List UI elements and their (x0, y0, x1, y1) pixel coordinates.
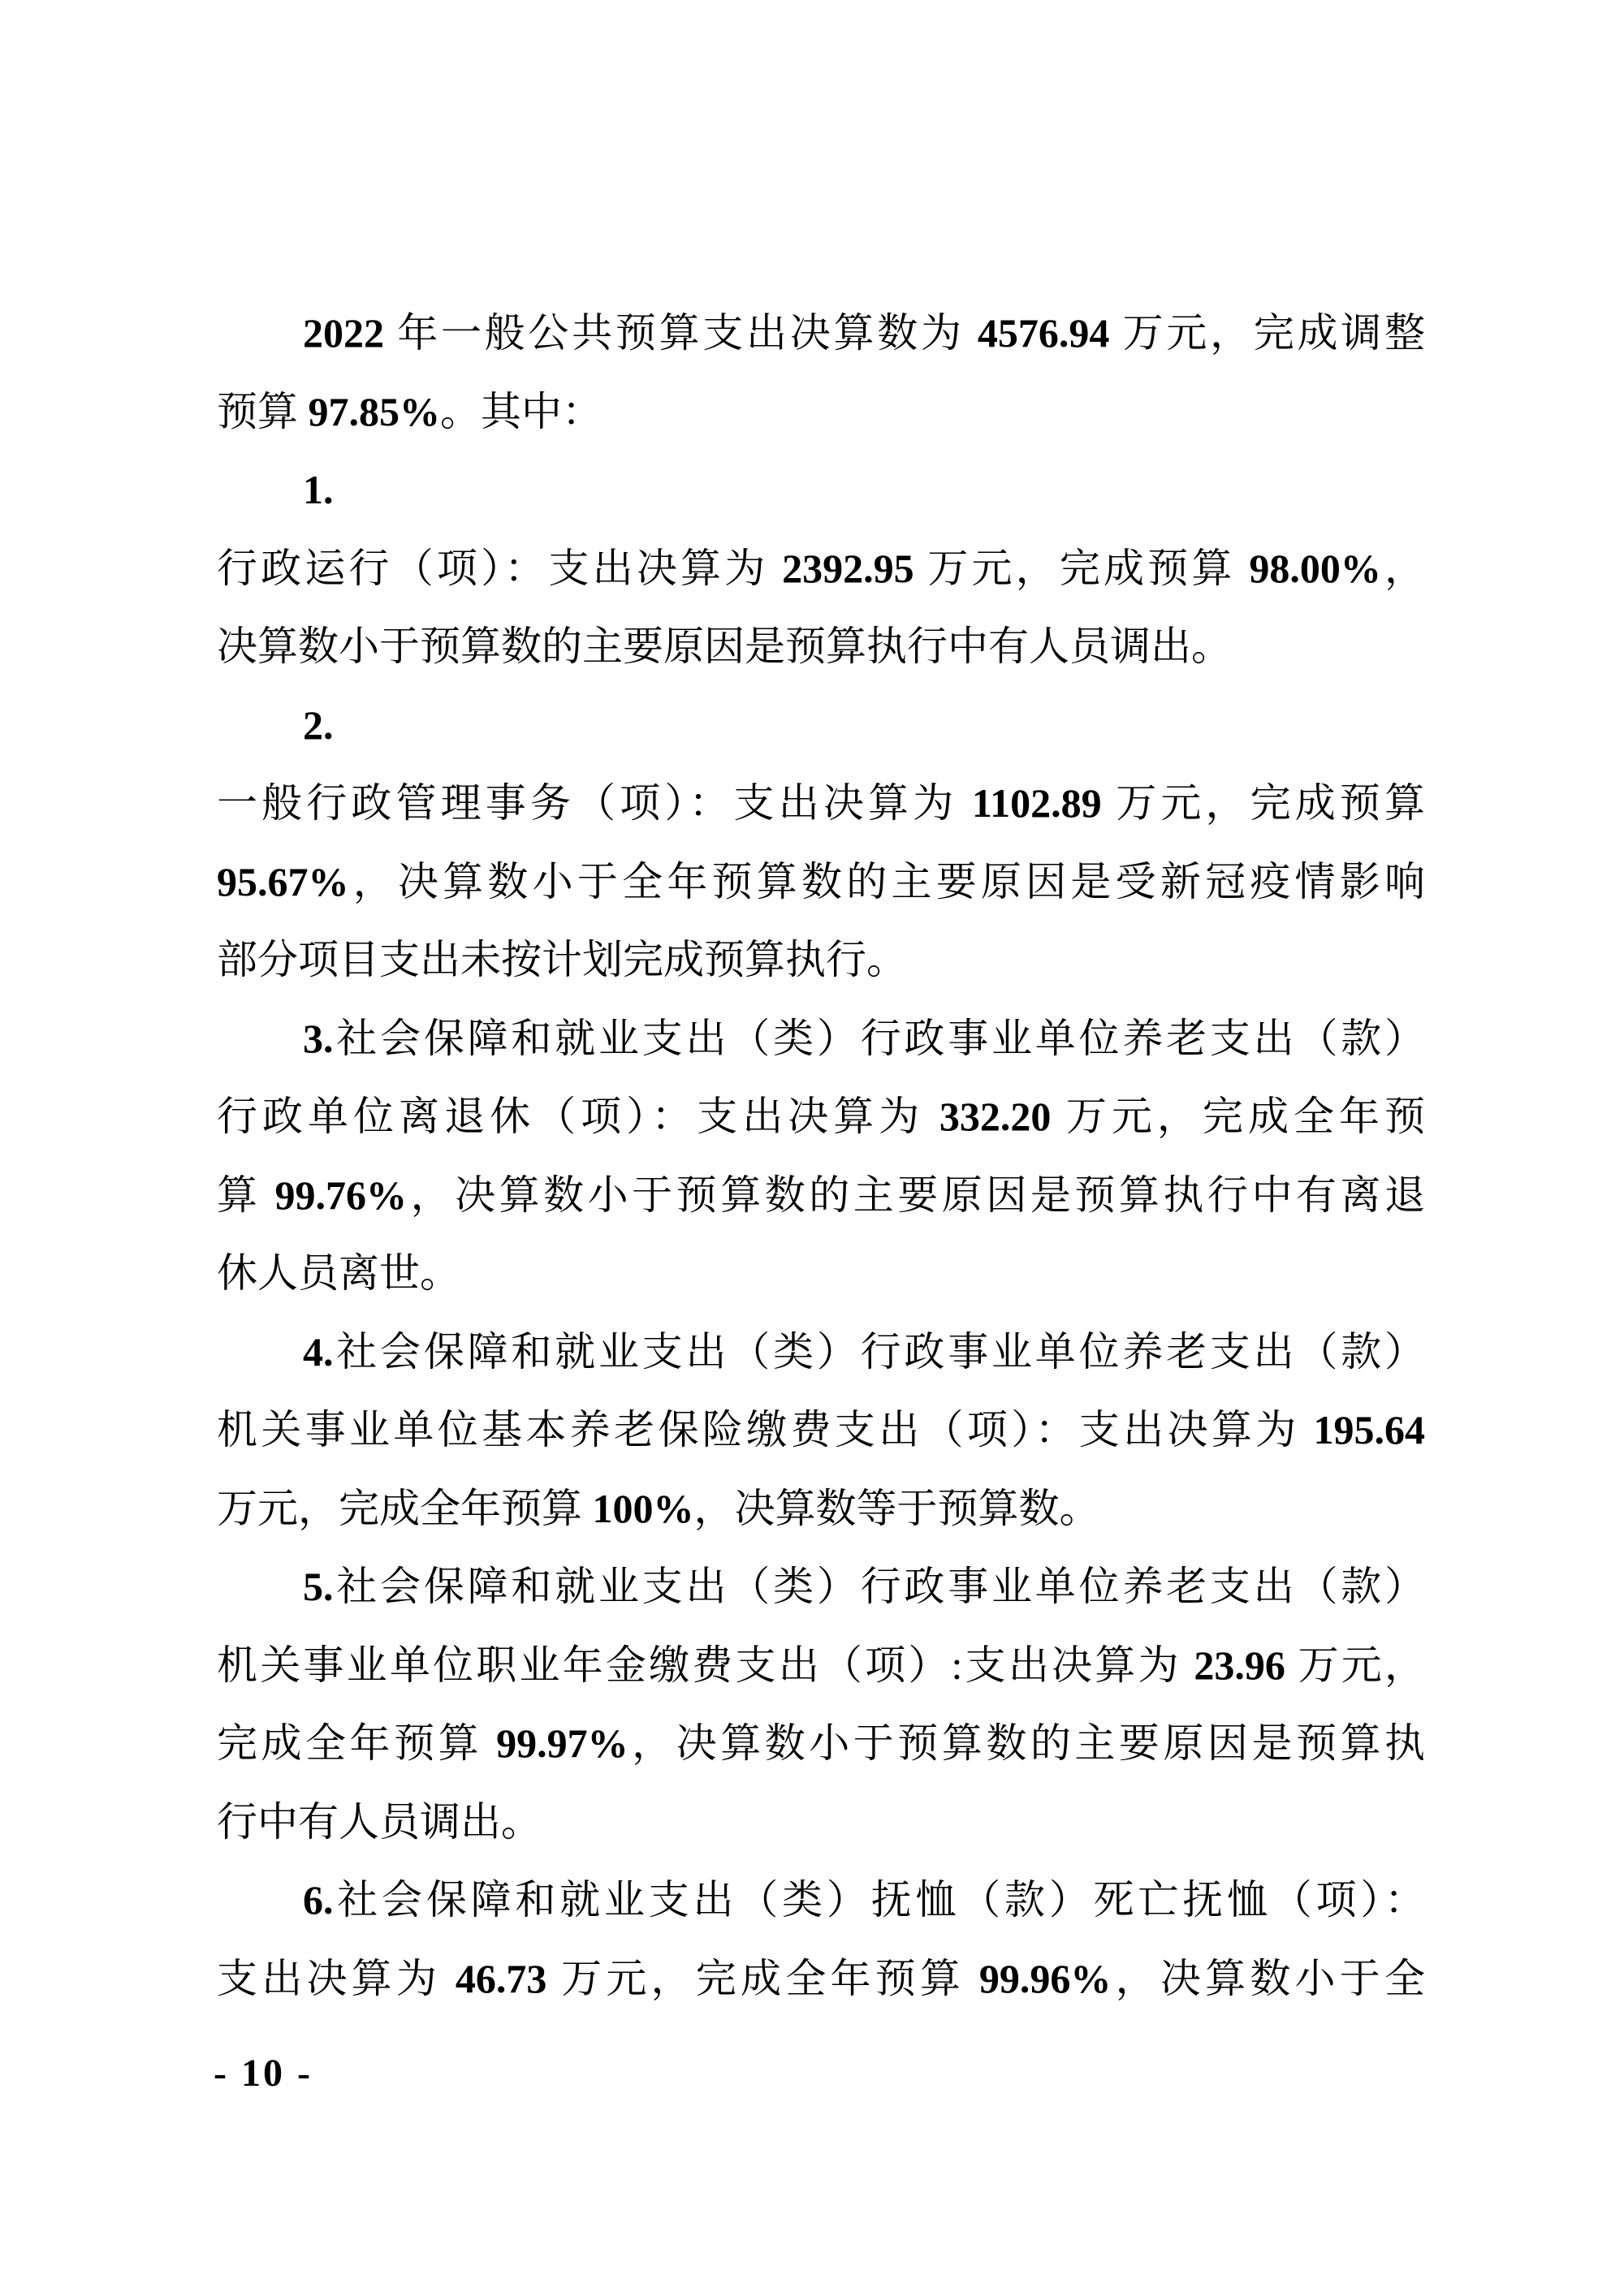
text-segment: 年一般公共预算支出决算数为 (384, 310, 978, 356)
text-segment: 社会保障和就业支出（类）抚恤（款）死亡抚恤（项）： (333, 1877, 1425, 1923)
text-line (217, 1861, 1425, 1940)
text-line (217, 1313, 1425, 1392)
text-line (217, 1704, 1425, 1783)
text-segment: 机关事业单位基本养老保险缴费支出（项）：支出决算为 (217, 1407, 1314, 1452)
text-line (217, 294, 1425, 373)
numeric-value: 95.67% (217, 858, 349, 904)
text-segment: 社会保障和就业支出（类）行政事业单位养老支出（款） (333, 1328, 1425, 1375)
text-line (217, 451, 1425, 529)
numeric-value: 6. (303, 1877, 334, 1923)
text-line (217, 1783, 1425, 1862)
numeric-value: 99.76% (274, 1172, 408, 1218)
text-segment: 万元，完成预算 (1101, 780, 1425, 826)
body-text (217, 294, 1425, 2018)
text-line (217, 1940, 1425, 2018)
numeric-value: 99.97% (496, 1720, 628, 1766)
text-segment: 行中有人员调出。 (217, 1798, 542, 1845)
text-segment: 支出决算为 (217, 1955, 456, 2001)
page-number: - 10 - (214, 2052, 313, 2095)
text-segment: 。其中： (440, 388, 603, 434)
numeric-value: 98.00% (1249, 545, 1381, 591)
text-segment: 完成全年预算 (217, 1720, 497, 1766)
text-segment: 万元，完成全年预算 (217, 1485, 593, 1531)
numeric-value: 332.20 (939, 1094, 1052, 1139)
text-segment: 万元，完成全年预 (1051, 1094, 1425, 1139)
numeric-value: 5. (303, 1564, 334, 1609)
text-segment: ，决算数小于全年预算数的主要原因是受新冠疫情影响 (348, 858, 1425, 904)
numeric-value: 97.85% (308, 388, 440, 434)
text-line (217, 686, 1425, 765)
text-line (217, 843, 1425, 921)
text-segment: 决算数小于预算数的主要原因是预算执行中有人员调出。 (217, 624, 1232, 669)
text-segment: 休人员离世。 (217, 1250, 460, 1296)
text-segment: ，决算数小于全 (1111, 1955, 1425, 2001)
text-segment: ， (1380, 545, 1425, 591)
text-segment: ，决算数小于预算数的主要原因是预算执 (628, 1720, 1425, 1766)
text-segment: 万元， (1285, 1642, 1425, 1688)
text-segment: ，决算数小于预算数的主要原因是预算执行中有离退 (407, 1172, 1425, 1218)
text-line (217, 1470, 1425, 1548)
text-line (217, 999, 1425, 1078)
text-segment: 部分项目支出未按计划完成预算执行。 (217, 937, 907, 982)
text-line (217, 764, 1425, 843)
numeric-value: 46.73 (455, 1955, 547, 2001)
text-segment: 行政运行（项）：支出决算为 (217, 545, 783, 591)
text-segment: 万元，完成预算 (914, 545, 1250, 591)
text-segment: 机关事业单位职业年金缴费支出（项）:支出决算为 (217, 1642, 1194, 1688)
text-segment: 社会保障和就业支出（类）行政事业单位养老支出（款） (333, 1564, 1425, 1609)
numeric-value: 195.64 (1313, 1407, 1425, 1452)
numeric-value: 99.96% (978, 1955, 1112, 2001)
numeric-value: 100% (592, 1485, 694, 1531)
numeric-value: 4576.94 (977, 310, 1110, 356)
text-line (217, 921, 1425, 999)
text-segment: 一般行政管理事务（项）：支出决算为 (217, 780, 972, 826)
text-segment: 算 (217, 1172, 275, 1218)
text-segment: 预算 (217, 388, 309, 434)
numeric-value: 2. (303, 701, 334, 748)
numeric-value: 3. (303, 1015, 334, 1061)
text-line (217, 529, 1425, 608)
text-line (217, 1626, 1425, 1705)
text-segment: 万元，完成全年预算 (546, 1955, 979, 2001)
numeric-value: 1102.89 (971, 780, 1102, 826)
text-line (217, 1077, 1425, 1156)
text-line (217, 607, 1425, 686)
numeric-value: 2392.95 (782, 545, 914, 591)
text-line (217, 1391, 1425, 1470)
text-segment: 社会保障和就业支出（类）行政事业单位养老支出（款） (333, 1015, 1425, 1061)
text-line (217, 1156, 1425, 1235)
text-segment: 万元，完成调整 (1109, 310, 1425, 356)
text-line (217, 1547, 1425, 1626)
text-segment: ，决算数等于预算数。 (693, 1485, 1100, 1531)
numeric-value: 1. (303, 467, 334, 512)
text-segment: 行政单位离退休（项）：支出决算为 (217, 1094, 939, 1139)
numeric-value: 23.96 (1194, 1642, 1285, 1688)
numeric-value: 2022 (303, 310, 384, 356)
text-line (217, 373, 1425, 451)
numeric-value: 4. (303, 1328, 334, 1375)
text-line (217, 1234, 1425, 1313)
